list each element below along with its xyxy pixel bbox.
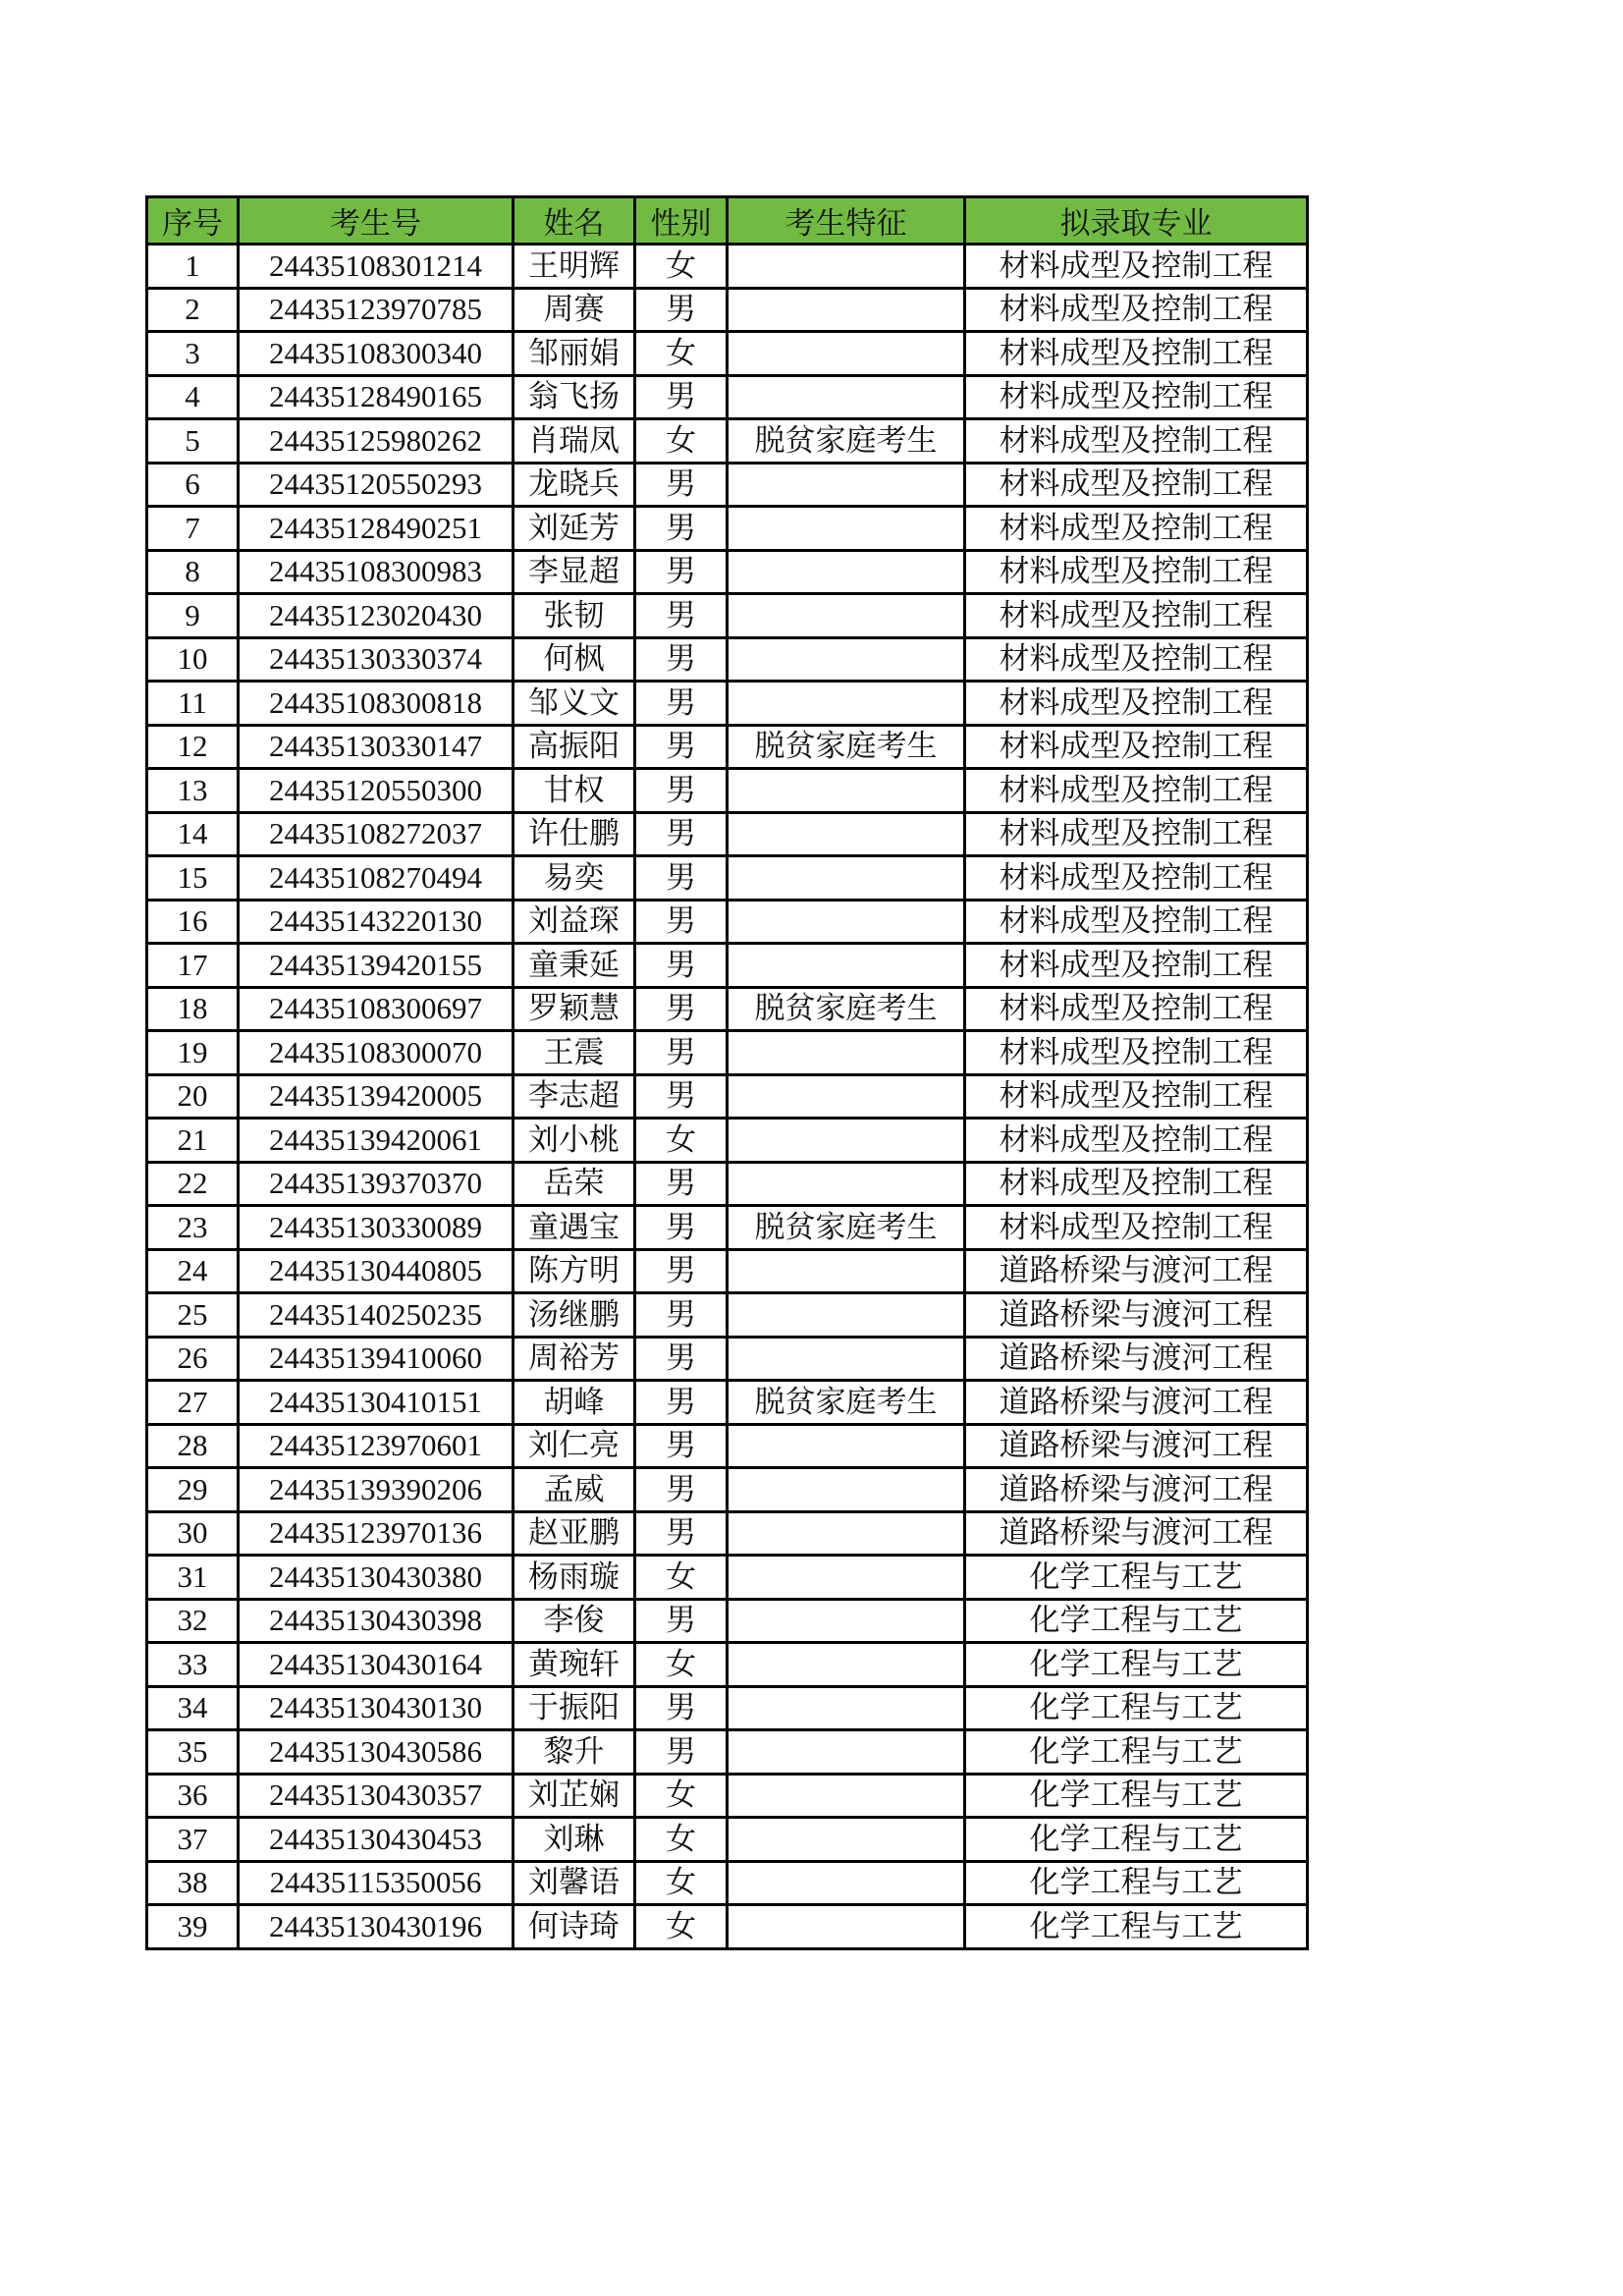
cell-name: 王明辉 [514,245,635,289]
cell-feature: 脱贫家庭考生 [728,725,965,769]
cell-major: 化学工程与工艺 [965,1861,1308,1905]
cell-name: 王震 [514,1031,635,1075]
cell-exam-id: 24435130430357 [239,1774,514,1818]
cell-feature [728,1643,965,1687]
cell-gender: 女 [635,1774,728,1818]
cell-gender: 男 [635,550,728,594]
cell-major: 道路桥梁与渡河工程 [965,1424,1308,1468]
cell-gender: 女 [635,419,728,464]
cell-feature [728,1511,965,1556]
header-seq: 序号 [147,197,239,245]
cell-exam-id: 24435130440805 [239,1249,514,1293]
cell-gender: 男 [635,725,728,769]
cell-major: 材料成型及控制工程 [965,900,1308,944]
cell-name: 陈方明 [514,1249,635,1293]
table-row [147,637,1308,682]
cell-seq: 22 [147,1162,239,1206]
cell-exam-id: 24435123020430 [239,594,514,638]
table-row [147,1206,1308,1250]
cell-major: 材料成型及控制工程 [965,332,1308,376]
cell-feature [728,1686,965,1730]
cell-name: 童秉延 [514,944,635,988]
cell-gender: 男 [635,594,728,638]
cell-name: 黎升 [514,1730,635,1775]
table-row [147,1249,1308,1293]
table-row [147,419,1308,464]
cell-exam-id: 24435130430586 [239,1730,514,1775]
cell-gender: 男 [635,1511,728,1556]
table-row [147,507,1308,551]
cell-major: 化学工程与工艺 [965,1905,1308,1949]
cell-gender: 男 [635,1424,728,1468]
cell-seq: 3 [147,332,239,376]
cell-major: 道路桥梁与渡河工程 [965,1337,1308,1381]
table-row [147,1162,1308,1206]
cell-feature [728,856,965,901]
cell-name: 邹丽娟 [514,332,635,376]
cell-seq: 32 [147,1599,239,1643]
header-exam-id: 考生号 [239,197,514,245]
cell-major: 材料成型及控制工程 [965,550,1308,594]
cell-feature [728,1424,965,1468]
cell-seq: 29 [147,1468,239,1512]
cell-exam-id: 24435108300340 [239,332,514,376]
cell-feature [728,1599,965,1643]
cell-major: 材料成型及控制工程 [965,944,1308,988]
cell-feature: 脱贫家庭考生 [728,987,965,1031]
table-row [147,1599,1308,1643]
table-row [147,1381,1308,1425]
cell-exam-id: 24435108301214 [239,245,514,289]
cell-gender: 男 [635,1381,728,1425]
cell-seq: 31 [147,1556,239,1600]
cell-exam-id: 24435115350056 [239,1861,514,1905]
cell-exam-id: 24435139370370 [239,1162,514,1206]
cell-seq: 37 [147,1818,239,1862]
cell-feature [728,812,965,856]
header-name: 姓名 [514,197,635,245]
cell-seq: 13 [147,769,239,813]
cell-name: 张韧 [514,594,635,638]
cell-seq: 28 [147,1424,239,1468]
cell-feature [728,1162,965,1206]
table-row [147,812,1308,856]
cell-feature [728,900,965,944]
cell-seq: 5 [147,419,239,464]
cell-exam-id: 24435108300818 [239,682,514,726]
table-row [147,288,1308,332]
cell-name: 李俊 [514,1599,635,1643]
table-row [147,1031,1308,1075]
cell-major: 材料成型及控制工程 [965,288,1308,332]
cell-seq: 30 [147,1511,239,1556]
table-row [147,682,1308,726]
table-row [147,856,1308,901]
cell-seq: 26 [147,1337,239,1381]
cell-exam-id: 24435130430196 [239,1905,514,1949]
cell-seq: 8 [147,550,239,594]
cell-seq: 21 [147,1119,239,1163]
cell-name: 何诗琦 [514,1905,635,1949]
cell-gender: 男 [635,507,728,551]
cell-name: 罗颖慧 [514,987,635,1031]
table-row [147,1337,1308,1381]
table-row [147,944,1308,988]
cell-feature [728,944,965,988]
cell-gender: 男 [635,288,728,332]
cell-feature [728,1119,965,1163]
cell-gender: 男 [635,375,728,419]
cell-exam-id: 24435108300697 [239,987,514,1031]
table-row [147,1774,1308,1818]
cell-gender: 女 [635,1556,728,1600]
table-row [147,1905,1308,1949]
cell-gender: 男 [635,900,728,944]
cell-major: 材料成型及控制工程 [965,594,1308,638]
cell-major: 化学工程与工艺 [965,1686,1308,1730]
cell-feature [728,550,965,594]
cell-name: 易奕 [514,856,635,901]
cell-feature: 脱贫家庭考生 [728,1206,965,1250]
cell-gender: 女 [635,245,728,289]
cell-major: 材料成型及控制工程 [965,637,1308,682]
cell-seq: 15 [147,856,239,901]
cell-major: 材料成型及控制工程 [965,419,1308,464]
cell-name: 胡峰 [514,1381,635,1425]
table-row [147,1861,1308,1905]
cell-exam-id: 24435123970601 [239,1424,514,1468]
table-header-row [147,197,1308,245]
cell-exam-id: 24435125980262 [239,419,514,464]
table-row [147,463,1308,507]
table-row [147,900,1308,944]
cell-name: 邹义文 [514,682,635,726]
cell-major: 材料成型及控制工程 [965,1206,1308,1250]
cell-name: 刘小桃 [514,1119,635,1163]
cell-seq: 10 [147,637,239,682]
cell-major: 材料成型及控制工程 [965,987,1308,1031]
cell-major: 材料成型及控制工程 [965,1162,1308,1206]
cell-feature [728,1861,965,1905]
cell-exam-id: 24435139420155 [239,944,514,988]
cell-name: 黄琬轩 [514,1643,635,1687]
cell-feature [728,1074,965,1119]
cell-major: 材料成型及控制工程 [965,812,1308,856]
cell-seq: 12 [147,725,239,769]
table-row [147,375,1308,419]
table-row [147,1074,1308,1119]
cell-seq: 25 [147,1293,239,1338]
cell-feature [728,245,965,289]
cell-major: 材料成型及控制工程 [965,1119,1308,1163]
cell-exam-id: 24435128490251 [239,507,514,551]
cell-major: 道路桥梁与渡河工程 [965,1381,1308,1425]
cell-name: 刘仁亮 [514,1424,635,1468]
cell-major: 化学工程与工艺 [965,1599,1308,1643]
cell-seq: 11 [147,682,239,726]
header-feature: 考生特征 [728,197,965,245]
cell-feature [728,1905,965,1949]
cell-major: 化学工程与工艺 [965,1774,1308,1818]
cell-major: 道路桥梁与渡河工程 [965,1293,1308,1338]
table-row [147,1293,1308,1338]
header-major: 拟录取专业 [965,197,1308,245]
cell-major: 材料成型及控制工程 [965,375,1308,419]
cell-name: 刘益琛 [514,900,635,944]
cell-name: 杨雨璇 [514,1556,635,1600]
cell-gender: 男 [635,1468,728,1512]
cell-gender: 男 [635,944,728,988]
cell-feature [728,1730,965,1775]
cell-feature [728,1774,965,1818]
cell-name: 刘琳 [514,1818,635,1862]
cell-gender: 女 [635,1818,728,1862]
cell-major: 材料成型及控制工程 [965,1074,1308,1119]
table-row [147,1643,1308,1687]
cell-exam-id: 24435139420061 [239,1119,514,1163]
cell-major: 化学工程与工艺 [965,1643,1308,1687]
cell-name: 龙晓兵 [514,463,635,507]
cell-major: 化学工程与工艺 [965,1818,1308,1862]
cell-exam-id: 24435130430130 [239,1686,514,1730]
cell-seq: 23 [147,1206,239,1250]
cell-major: 材料成型及控制工程 [965,725,1308,769]
cell-exam-id: 24435130430453 [239,1818,514,1862]
cell-seq: 33 [147,1643,239,1687]
cell-seq: 6 [147,463,239,507]
cell-gender: 男 [635,987,728,1031]
table-row [147,769,1308,813]
cell-exam-id: 24435139390206 [239,1468,514,1512]
cell-major: 道路桥梁与渡河工程 [965,1511,1308,1556]
cell-exam-id: 24435108300070 [239,1031,514,1075]
table-row [147,245,1308,289]
cell-exam-id: 24435130330147 [239,725,514,769]
cell-exam-id: 24435120550300 [239,769,514,813]
table-row [147,1730,1308,1775]
cell-gender: 男 [635,1074,728,1119]
cell-feature [728,682,965,726]
cell-feature: 脱贫家庭考生 [728,419,965,464]
table-row [147,1556,1308,1600]
cell-exam-id: 24435130330374 [239,637,514,682]
cell-gender: 男 [635,1249,728,1293]
table-row [147,1818,1308,1862]
cell-feature [728,1293,965,1338]
cell-name: 于振阳 [514,1686,635,1730]
table-row [147,987,1308,1031]
cell-seq: 2 [147,288,239,332]
cell-name: 周赛 [514,288,635,332]
cell-gender: 男 [635,1293,728,1338]
table-row [147,332,1308,376]
cell-name: 翁飞扬 [514,375,635,419]
cell-feature [728,375,965,419]
cell-name: 甘权 [514,769,635,813]
cell-name: 何枫 [514,637,635,682]
cell-seq: 16 [147,900,239,944]
cell-exam-id: 24435139420005 [239,1074,514,1119]
cell-name: 刘馨语 [514,1861,635,1905]
cell-gender: 男 [635,856,728,901]
cell-seq: 39 [147,1905,239,1949]
cell-exam-id: 24435123970136 [239,1511,514,1556]
cell-name: 岳荣 [514,1162,635,1206]
cell-exam-id: 24435130430164 [239,1643,514,1687]
cell-seq: 14 [147,812,239,856]
cell-feature [728,288,965,332]
cell-name: 许仕鹏 [514,812,635,856]
cell-exam-id: 24435140250235 [239,1293,514,1338]
cell-seq: 36 [147,1774,239,1818]
table-body [147,245,1308,1949]
cell-feature [728,594,965,638]
cell-feature [728,463,965,507]
cell-exam-id: 24435130430380 [239,1556,514,1600]
cell-seq: 9 [147,594,239,638]
cell-exam-id: 24435120550293 [239,463,514,507]
cell-name: 高振阳 [514,725,635,769]
cell-exam-id: 24435130430398 [239,1599,514,1643]
cell-exam-id: 24435108300983 [239,550,514,594]
cell-gender: 男 [635,1162,728,1206]
cell-feature [728,1468,965,1512]
cell-gender: 女 [635,1905,728,1949]
cell-gender: 男 [635,1730,728,1775]
cell-major: 道路桥梁与渡河工程 [965,1468,1308,1512]
cell-major: 材料成型及控制工程 [965,507,1308,551]
cell-gender: 女 [635,1643,728,1687]
cell-name: 孟威 [514,1468,635,1512]
cell-major: 材料成型及控制工程 [965,856,1308,901]
table-row [147,1424,1308,1468]
cell-seq: 20 [147,1074,239,1119]
cell-seq: 35 [147,1730,239,1775]
cell-name: 周裕芳 [514,1337,635,1381]
cell-seq: 24 [147,1249,239,1293]
table-row [147,1511,1308,1556]
cell-feature [728,1556,965,1600]
cell-name: 刘延芳 [514,507,635,551]
cell-seq: 1 [147,245,239,289]
cell-feature [728,1031,965,1075]
cell-gender: 男 [635,1686,728,1730]
table-row [147,725,1308,769]
cell-name: 童遇宝 [514,1206,635,1250]
cell-major: 材料成型及控制工程 [965,682,1308,726]
cell-feature [728,1337,965,1381]
cell-name: 汤继鹏 [514,1293,635,1338]
cell-seq: 34 [147,1686,239,1730]
cell-seq: 27 [147,1381,239,1425]
cell-gender: 男 [635,1599,728,1643]
cell-seq: 17 [147,944,239,988]
cell-feature [728,1818,965,1862]
cell-exam-id: 24435108272037 [239,812,514,856]
cell-exam-id: 24435143220130 [239,900,514,944]
cell-seq: 19 [147,1031,239,1075]
cell-feature [728,769,965,813]
cell-major: 道路桥梁与渡河工程 [965,1249,1308,1293]
cell-feature [728,1249,965,1293]
cell-feature [728,507,965,551]
cell-gender: 女 [635,1119,728,1163]
table-row [147,594,1308,638]
cell-exam-id: 24435108270494 [239,856,514,901]
cell-gender: 男 [635,1337,728,1381]
table-row [147,550,1308,594]
cell-gender: 男 [635,769,728,813]
cell-major: 化学工程与工艺 [965,1730,1308,1775]
cell-gender: 男 [635,812,728,856]
cell-major: 化学工程与工艺 [965,1556,1308,1600]
cell-exam-id: 24435123970785 [239,288,514,332]
cell-gender: 女 [635,1861,728,1905]
cell-exam-id: 24435128490165 [239,375,514,419]
cell-seq: 4 [147,375,239,419]
cell-major: 材料成型及控制工程 [965,463,1308,507]
cell-name: 李志超 [514,1074,635,1119]
header-gender: 性别 [635,197,728,245]
table-row [147,1686,1308,1730]
cell-gender: 男 [635,1206,728,1250]
cell-name: 肖瑞凤 [514,419,635,464]
cell-exam-id: 24435139410060 [239,1337,514,1381]
cell-gender: 男 [635,637,728,682]
cell-name: 李显超 [514,550,635,594]
cell-feature: 脱贫家庭考生 [728,1381,965,1425]
cell-major: 材料成型及控制工程 [965,769,1308,813]
cell-seq: 18 [147,987,239,1031]
cell-seq: 7 [147,507,239,551]
cell-exam-id: 24435130410151 [239,1381,514,1425]
cell-name: 赵亚鹏 [514,1511,635,1556]
cell-feature [728,332,965,376]
cell-major: 材料成型及控制工程 [965,245,1308,289]
cell-feature [728,637,965,682]
cell-gender: 男 [635,682,728,726]
table-row [147,1468,1308,1512]
cell-exam-id: 24435130330089 [239,1206,514,1250]
cell-gender: 女 [635,332,728,376]
table-row [147,1119,1308,1163]
cell-name: 刘芷娴 [514,1774,635,1818]
admission-table [145,195,1309,1950]
cell-seq: 38 [147,1861,239,1905]
cell-gender: 男 [635,463,728,507]
cell-gender: 男 [635,1031,728,1075]
cell-major: 材料成型及控制工程 [965,1031,1308,1075]
